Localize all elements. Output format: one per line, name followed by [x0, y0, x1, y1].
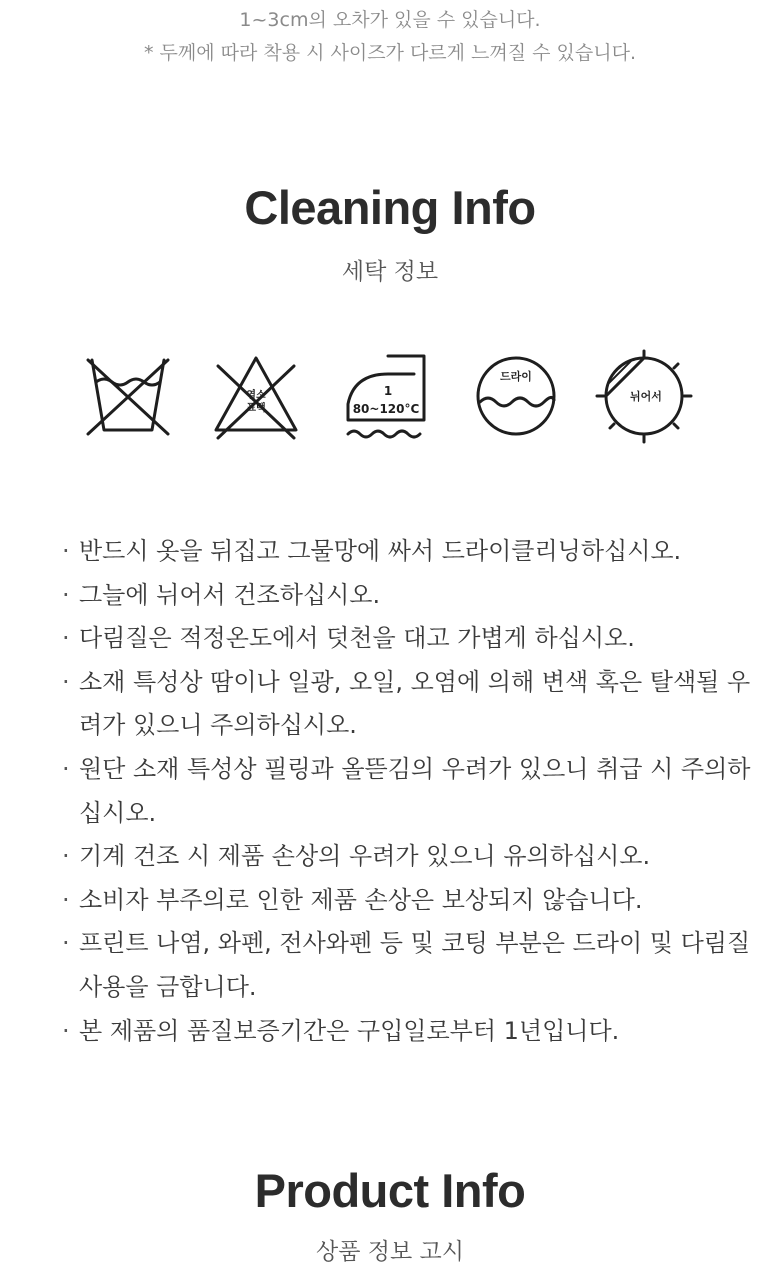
size-note-thickness: * 두께에 따라 착용 시 사이즈가 다르게 느껴질 수 있습니다. — [143, 42, 637, 64]
list-item: · 다림질은 적정온도에서 덧천을 대고 가볍게 하십시오. — [62, 617, 752, 661]
product-info-subtitle: 상품 정보 고시 — [316, 1239, 464, 1265]
bleach-label-top: 염소 — [246, 390, 266, 401]
iron-temp-range: 80~120°C — [352, 402, 420, 416]
list-item: · 소비자 부주의로 인한 제품 손상은 보상되지 않습니다. — [62, 879, 752, 923]
size-notes — [0, 4, 780, 70]
care-icons-row — [0, 348, 780, 448]
care-instructions-list — [62, 530, 752, 1053]
dry-clean-label: 드라이 — [500, 370, 532, 383]
list-item: · 원단 소재 특성상 필링과 올뜯김의 우려가 있으니 취급 시 주의하십시오. — [62, 748, 752, 835]
list-item: · 본 제품의 품질보증기간은 구입일로부터 1년입니다. — [62, 1010, 752, 1054]
list-item: · 프린트 나염, 와펜, 전사와펜 등 및 코팅 부분은 드라이 및 다림질 사용을 금합니다. — [62, 922, 752, 1009]
product-info-title: Product Info — [254, 1164, 526, 1217]
list-item: · 반드시 옷을 뒤집고 그물망에 싸서 드라이클리닝하십시오. — [62, 530, 752, 574]
iron-temperature-icon — [340, 348, 432, 440]
cleaning-info-subtitle: 세탁 정보 — [341, 259, 439, 285]
cleaning-info-title: Cleaning Info — [244, 181, 536, 234]
dry-flat-shade-icon — [594, 348, 694, 448]
iron-level: 1 — [383, 384, 393, 398]
dry-flat-label: 뉘어서 — [630, 390, 662, 403]
list-item: · 소재 특성상 땀이나 일광, 오일, 오염에 의해 변색 혹은 탈색될 우려가 있으니 주의하십시오. — [62, 661, 752, 748]
dry-clean-icon — [470, 348, 562, 440]
list-item: · 기계 건조 시 제품 손상의 우려가 있으니 유의하십시오. — [62, 835, 752, 879]
list-item: · 그늘에 뉘어서 건조하십시오. — [62, 574, 752, 618]
size-note-tolerance: 1~3cm의 오차가 있을 수 있습니다. — [239, 9, 541, 31]
no-wash-icon — [82, 348, 174, 440]
bleach-label-bottom: 표백 — [246, 403, 266, 414]
no-chlorine-bleach-icon — [210, 348, 302, 440]
